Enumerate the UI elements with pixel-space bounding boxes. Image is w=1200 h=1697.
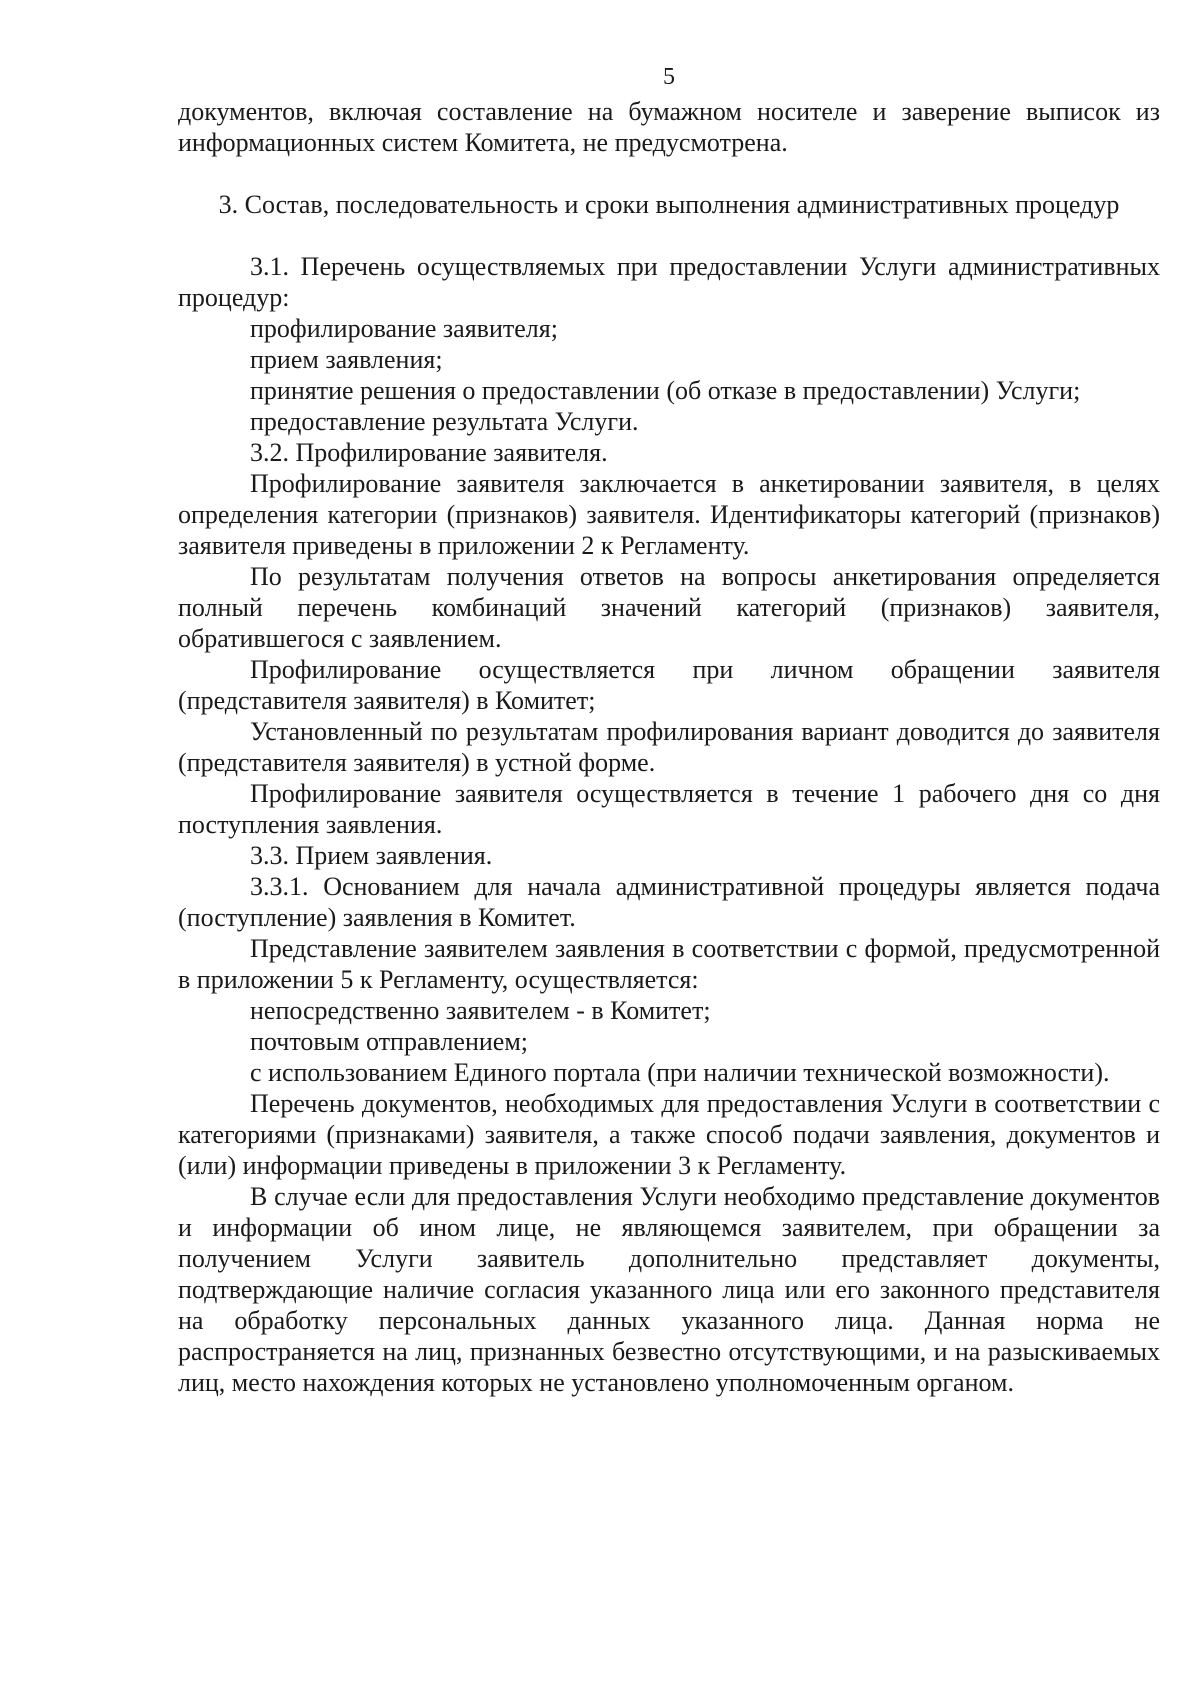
paragraph-documents-list: Перечень документов, необходимых для предоставления Услуги в соответствии с категориями (признаками) заявителя, а также способ подачи заявления, документов и (или) информации приведены в приложении 3 к Регламенту. — [178, 1089, 1160, 1180]
paragraph-3-3-1: 3.3.1. Основанием для начала административной процедуры является подача (поступление) заявления в Комитет. — [178, 872, 1160, 932]
list-item-result: предоставление результата Услуги. — [250, 407, 639, 436]
paragraph-profiling-term: Профилирование заявителя осуществляется в течение 1 рабочего дня со дня поступления заявления. — [178, 779, 1160, 839]
list-item-profiling: профилирование заявителя; — [250, 314, 558, 343]
paragraph-submission-form: Представление заявителем заявления в соответствии с формой, предусмотренной в приложении 5 к Регламенту, осуществляется: — [178, 934, 1160, 994]
paragraph-profiling-description: Профилирование заявителя заключается в анкетировании заявителя, в целях определения категории (признаков) заявителя. Идентификаторы категорий (признаков) заявителя приведены в приложении 2 к Регламенту. — [178, 469, 1160, 560]
page-number: 5 — [663, 64, 675, 90]
section-title: 3. Состав, последовательность и сроки выполнения административных процедур — [218, 190, 1120, 219]
document-page — [178, 62, 1160, 1398]
paragraph-3-2-heading: 3.2. Профилирование заявителя. — [250, 438, 608, 467]
paragraph-personal-visit: Профилирование осуществляется при личном обращении заявителя (представителя заявителя) в Комитет; — [178, 655, 1160, 715]
intro-paragraph: документов, включая составление на бумажном носителе и заверение выписок из информационных систем Комитета, не предусмотрена. — [178, 97, 1160, 157]
paragraph-3-1: 3.1. Перечень осуществляемых при предоставлении Услуги административных процедур: — [178, 252, 1160, 312]
list-item-application-intake: прием заявления; — [250, 345, 443, 374]
paragraph-survey-results: По результатам получения ответов на вопросы анкетирования определяется полный перечень комбинаций значений категорий (признаков) заявителя, обратившегося с заявлением. — [178, 562, 1160, 653]
list-item-decision: принятие решения о предоставлении (об отказе в предоставлении) Услуги; — [250, 376, 1081, 405]
paragraph-3-3-heading: 3.3. Прием заявления. — [250, 841, 493, 870]
list-item-in-person: непосредственно заявителем - в Комитет; — [250, 996, 711, 1025]
paragraph-other-person-consent: В случае если для предоставления Услуги необходимо представление документов и информации об ином лице, не являющемся заявителем, при обращении за получением Услуги заявитель дополнительно представляет документы, подтверждающие наличие согласия указанного лица или его законного представителя на обработку персональных данных указанного лица. Данная норма не распространяется на лиц, признанных безвестно отсутствующими, и на разыскиваемых лиц, место нахождения которых не установлено уполномоченным органом. — [178, 1182, 1160, 1397]
list-item-post: почтовым отправлением; — [250, 1027, 529, 1056]
paragraph-oral-notice: Установленный по результатам профилирования вариант доводится до заявителя (представителя заявителя) в устной форме. — [178, 717, 1160, 777]
list-item-portal: с использованием Единого портала (при наличии технической возможности). — [250, 1058, 1110, 1087]
